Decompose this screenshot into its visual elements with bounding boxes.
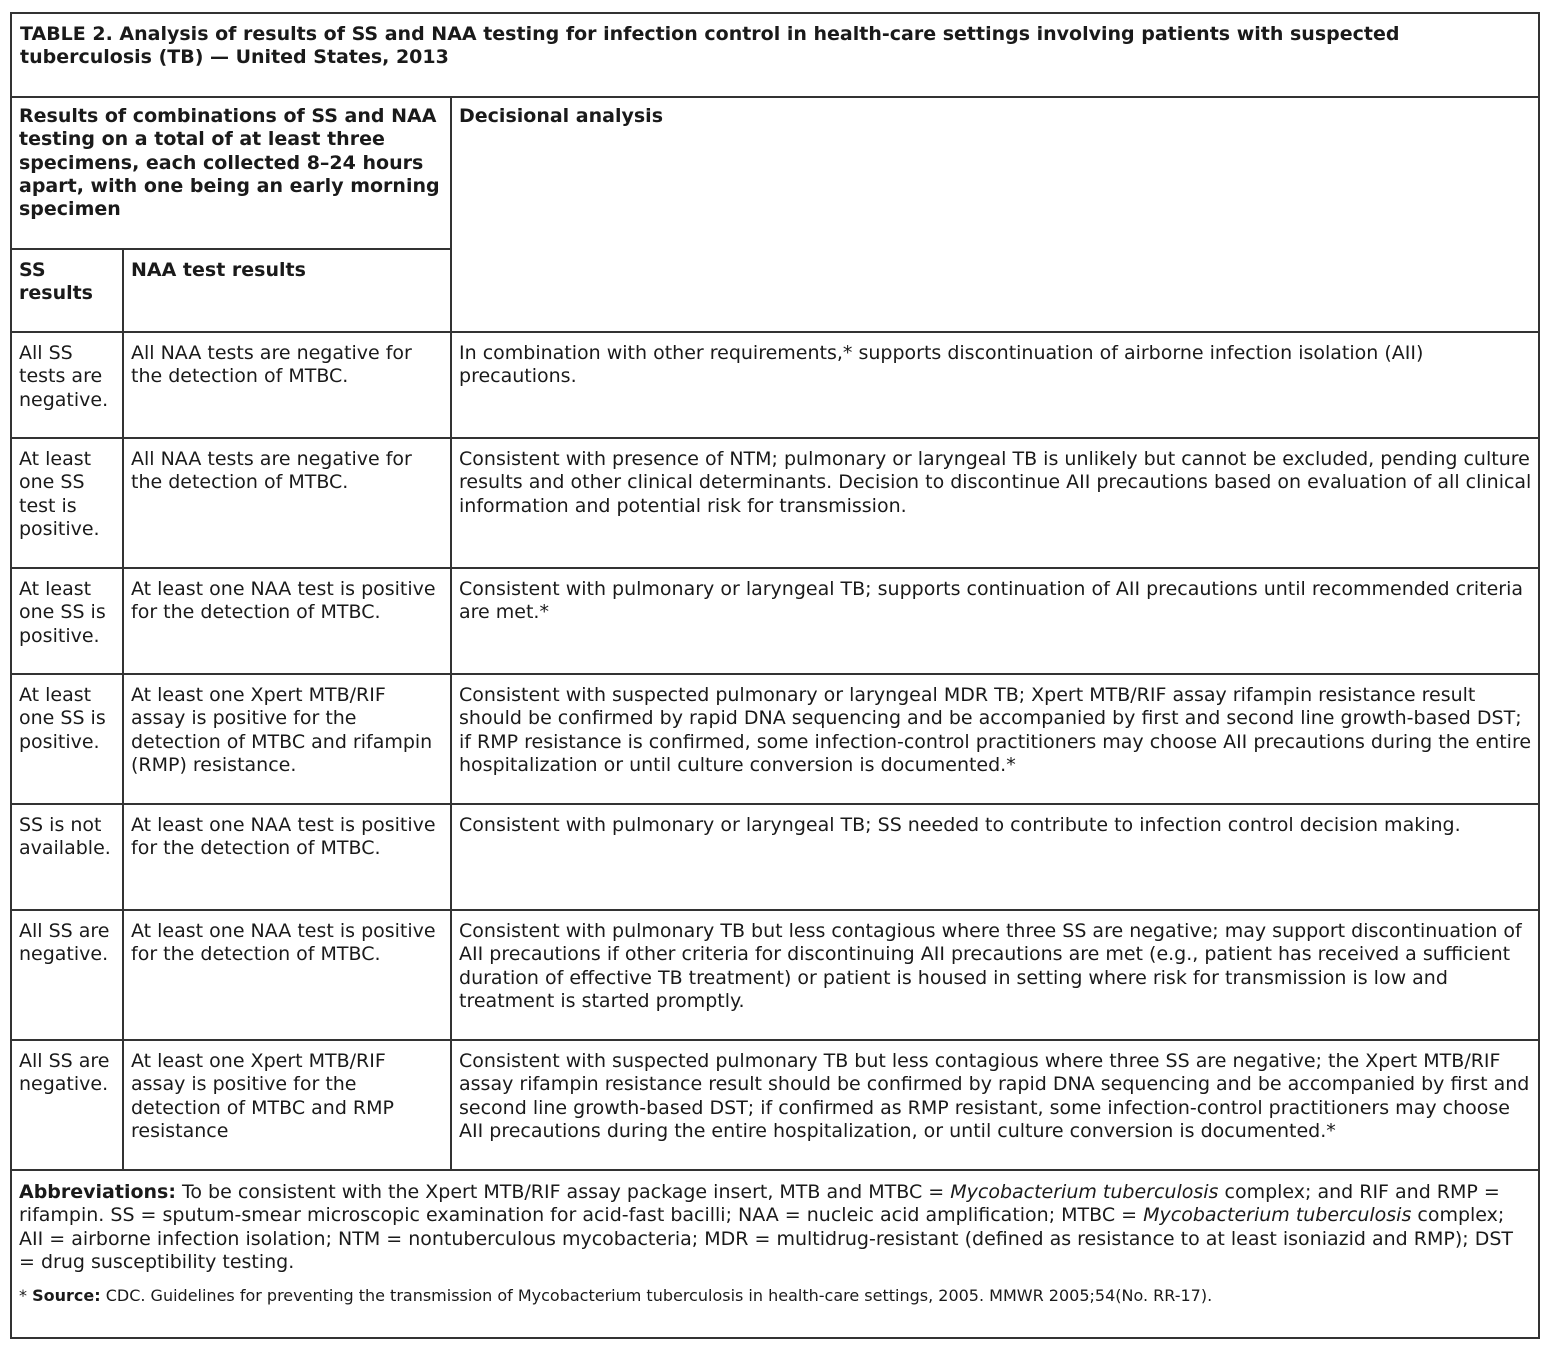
table-title: TABLE 2. Analysis of results of SS and NAA testing for infection control in health-care settings involving patients with suspected tuberculosis (TB) — United States, 2013 — [12, 14, 1538, 98]
analysis-cell: Consistent with pulmonary TB but less contagious where three SS are negative; may support discontinuation of AII precautions if other criteria for discontinuing AII precautions are met (e.g., patient has received a sufficient duration of effective TB treatment) or patient is housed in setting where risk for transmission is low and treatment is started promptly. — [451, 910, 1538, 1040]
analysis-cell: In combination with other requirements,* supports discontinuation of airborne infection isolation (AII) precautions. — [451, 332, 1538, 438]
table-footnotes — [12, 1171, 1538, 1337]
table-row — [12, 438, 1538, 568]
table-row — [12, 1040, 1538, 1170]
source-marker: * — [19, 1286, 33, 1306]
abbreviations-text-2: complex; and RIF and RMP = rifampin. SS = sputum-smear microscopic examination for acid-fast bacilli; NAA = nucleic acid amplification; MTBC = — [19, 1181, 1500, 1227]
species-name: Mycobacterium tuberculosis — [950, 1181, 1219, 1203]
ss-result-cell: All SS tests are negative. — [12, 332, 123, 438]
ss-result-cell: At least one SS is positive. — [12, 674, 123, 804]
naa-result-cell: At least one Xpert MTB/RIF assay is positive for the detection of MTBC and rifampin (RMP) resistance. — [123, 674, 451, 804]
naa-result-cell: At least one Xpert MTB/RIF assay is positive for the detection of MTBC and RMP resistance — [123, 1040, 451, 1170]
analysis-cell: Consistent with presence of NTM; pulmonary or laryngeal TB is unlikely but cannot be excluded, pending culture results and other clinical determinants. Decision to discontinue AII precautions based on evaluation of all clinical information and potential risk for transmission. — [451, 438, 1538, 568]
naa-result-cell: At least one NAA test is positive for the detection of MTBC. — [123, 568, 451, 674]
header-row-top — [12, 96, 1538, 249]
analysis-cell: Consistent with pulmonary or laryngeal TB; SS needed to contribute to infection control decision making. — [451, 804, 1538, 910]
table-frame — [10, 12, 1540, 1339]
results-table — [12, 96, 1538, 1171]
analysis-cell: Consistent with suspected pulmonary TB but less contagious where three SS are negative; the Xpert MTB/RIF assay rifampin resistance result should be confirmed by rapid DNA sequencing and be accompanied by first and second line growth-based DST; if confirmed as RMP resistant, some infection-control practitioners may choose AII precautions during the entire hospitalization, or until culture conversion is documented.* — [451, 1040, 1538, 1170]
source-text: CDC. Guidelines for preventing the transmission of Mycobacterium tuberculosis in health-care settings, 2005. MMWR 2005;54(No. RR-17). — [100, 1286, 1213, 1306]
source-label: Source: — [32, 1286, 101, 1306]
source-note — [19, 1286, 1530, 1306]
header-naa-results: NAA test results — [123, 249, 451, 332]
ss-result-cell: SS is not available. — [12, 804, 123, 910]
species-name: Mycobacterium tuberculosis — [1143, 1204, 1412, 1227]
ss-result-cell: All SS are negative. — [12, 910, 123, 1040]
abbreviations-label: Abbreviations: — [19, 1181, 176, 1203]
table-row — [12, 674, 1538, 804]
header-decisional-analysis: Decisional analysis — [451, 96, 1538, 332]
table-row — [12, 568, 1538, 674]
analysis-cell: Consistent with pulmonary or laryngeal TB; supports continuation of AII precautions until recommended criteria are met.* — [451, 568, 1538, 674]
table-row — [12, 804, 1538, 910]
abbreviations-text-1: To be consistent with the Xpert MTB/RIF assay package insert, MTB and MTBC = — [175, 1181, 951, 1203]
naa-result-cell: At least one NAA test is positive for the detection of MTBC. — [123, 910, 451, 1040]
table-row — [12, 332, 1538, 438]
naa-result-cell: At least one NAA test is positive for the detection of MTBC. — [123, 804, 451, 910]
ss-result-cell: At least one SS test is positive. — [12, 438, 123, 568]
abbreviations-text-3: complex; AII = airborne infection isolation; NTM = nontuberculous mycobacteria; MDR = multidrug-resistant (defined as resistance to at least isoniazid and RMP); DST = drug susceptibility testing. — [19, 1204, 1513, 1273]
analysis-cell: Consistent with suspected pulmonary or laryngeal MDR TB; Xpert MTB/RIF assay rifampin resistance result should be confirmed by rapid DNA sequencing and be accompanied by first and second line growth-based DST; if RMP resistance is confirmed, some infection-control practitioners may choose AII precautions during the entire hospitalization or until culture conversion is documented.* — [451, 674, 1538, 804]
naa-result-cell: All NAA tests are negative for the detection of MTBC. — [123, 438, 451, 568]
ss-result-cell: All SS are negative. — [12, 1040, 123, 1170]
abbreviations-note — [19, 1181, 1530, 1274]
table-row — [12, 910, 1538, 1040]
header-ss-results: SS results — [12, 249, 123, 332]
header-group-label: Results of combinations of SS and NAA testing on a total of at least three specimens, each collected 8–24 hours apart, with one being an early morning specimen — [12, 96, 451, 249]
naa-result-cell: All NAA tests are negative for the detection of MTBC. — [123, 332, 451, 438]
ss-result-cell: At least one SS is positive. — [12, 568, 123, 674]
